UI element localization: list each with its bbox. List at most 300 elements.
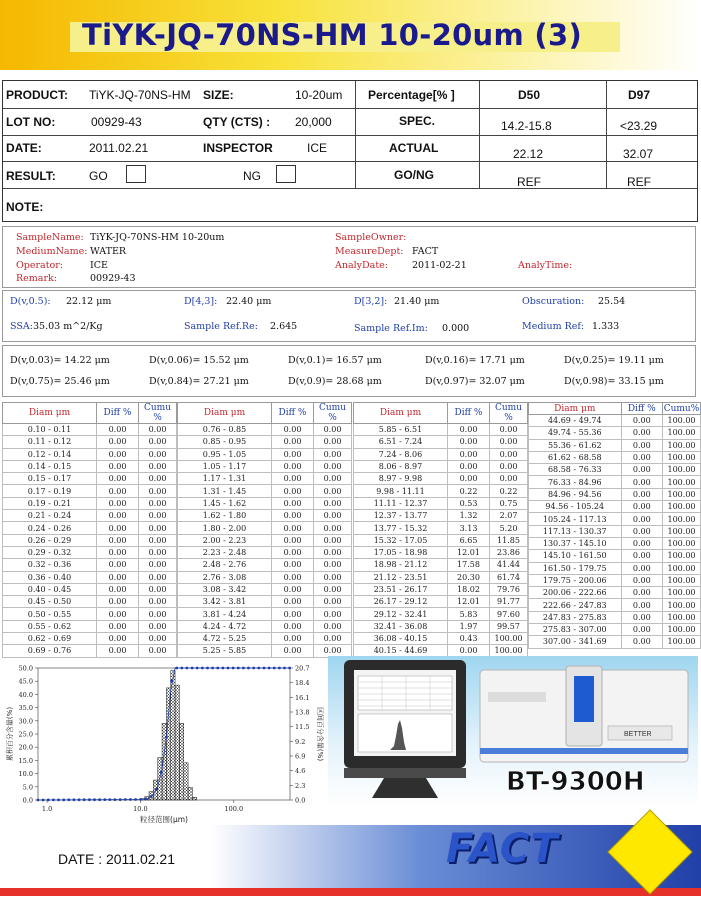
distribution-table-2 <box>177 402 352 658</box>
table-cell: 0.00 <box>97 645 139 657</box>
table-cell: 11.85 <box>490 534 528 546</box>
table-row <box>529 488 701 500</box>
table-row <box>354 424 528 436</box>
d50-header: D50 <box>518 88 541 102</box>
table-cell: 0.00 <box>272 559 314 571</box>
size-value: 10-20um <box>295 88 343 102</box>
model-label: BT-9300H <box>506 767 645 797</box>
table-cell: 0.62 - 0.69 <box>3 633 97 645</box>
table-cell: 0.00 <box>621 599 662 611</box>
x-tick-label: 1.0 <box>41 805 53 813</box>
cumulative-point <box>119 798 122 801</box>
date-label: DATE: <box>6 141 42 155</box>
table-cell: 4.72 - 5.25 <box>178 633 272 645</box>
table-cell: 0.00 <box>97 596 139 608</box>
table-cell: 0.00 <box>139 510 177 522</box>
table-cell: 0.00 <box>272 522 314 534</box>
table-cell: 100.00 <box>663 427 701 439</box>
table-cell: 0.00 <box>621 574 662 586</box>
cumulative-point <box>160 771 163 774</box>
sample-ref-im-value: 0.000 <box>442 323 470 334</box>
table-cell: 100.00 <box>663 525 701 537</box>
table-cell: 100.00 <box>663 476 701 488</box>
remark-label: Remark: <box>16 273 57 284</box>
table-cell: 0.00 <box>97 522 139 534</box>
table-cell: 0.00 <box>314 620 352 632</box>
percentile-d097: D(v,0.97)= 32.07 μm <box>425 376 525 387</box>
table-row <box>178 485 352 497</box>
table-cell: 0.00 <box>97 633 139 645</box>
cumulative-point <box>114 798 117 801</box>
monitor-chin <box>344 768 466 778</box>
table-cell: 0.00 <box>621 476 662 488</box>
table-cell: 0.26 - 0.29 <box>3 534 97 546</box>
table-row <box>178 583 352 595</box>
table-row <box>178 497 352 509</box>
table-row <box>529 415 701 427</box>
cumulative-point <box>134 798 137 801</box>
table-row <box>354 620 528 632</box>
percentage-label: Percentage[% ] <box>368 88 455 102</box>
table-cell: 0.00 <box>314 596 352 608</box>
table-cell: 0.00 <box>272 546 314 558</box>
table-cell: 0.00 <box>139 596 177 608</box>
table-cell: 0.00 <box>97 473 139 485</box>
table-cell: 26.17 - 29.12 <box>354 596 448 608</box>
table-cell: 6.65 <box>448 534 490 546</box>
instrument-illustration <box>328 656 698 806</box>
cumulative-point <box>242 667 245 670</box>
cumulative-point <box>103 798 106 801</box>
table-cell: 0.17 - 0.19 <box>3 485 97 497</box>
sample-ref-re-value: 2.645 <box>270 321 298 332</box>
column-header: Diff % <box>448 403 490 424</box>
go-ng-d50: REF <box>517 175 541 189</box>
inspector-label: INSPECTOR <box>203 141 273 155</box>
medium-name-value: WATER <box>90 246 127 257</box>
table-cell: 0.53 <box>448 497 490 509</box>
sample-ref-re-label: Sample Ref.Re: <box>184 321 258 332</box>
percentile-d09: D(v,0.9)= 28.68 μm <box>288 376 382 387</box>
table-cell: 0.00 <box>272 460 314 472</box>
y-left-tick-label: 50.0 <box>18 664 33 673</box>
table-cell: 0.69 - 0.76 <box>3 645 97 657</box>
percentile-d084: D(v,0.84)= 27.21 μm <box>149 376 249 387</box>
table-cell: 100.00 <box>663 537 701 549</box>
table-cell: 100.00 <box>663 451 701 463</box>
table-row <box>178 571 352 583</box>
column-header: Cumu % <box>139 403 177 424</box>
table-cell: 0.00 <box>314 571 352 583</box>
table-cell: 0.00 <box>490 448 528 460</box>
table-cell: 0.00 <box>621 451 662 463</box>
table-cell: 0.00 <box>314 424 352 436</box>
table-row <box>3 645 177 657</box>
table-row <box>529 525 701 537</box>
table-row <box>529 464 701 476</box>
table-cell: 99.57 <box>490 620 528 632</box>
table-cell: 0.00 <box>314 534 352 546</box>
table-row <box>354 460 528 472</box>
table-cell: 105.24 - 117.13 <box>529 513 622 525</box>
actual-label: ACTUAL <box>389 141 439 155</box>
analyzer-blue-panel <box>574 676 594 722</box>
result-label: RESULT: <box>6 169 56 183</box>
histogram-bar <box>171 671 175 800</box>
table-cell: 49.74 - 55.36 <box>529 427 622 439</box>
table-cell: 6.51 - 7.24 <box>354 436 448 448</box>
table-cell: 0.00 <box>139 620 177 632</box>
cumulative-point <box>124 798 127 801</box>
cumulative-point <box>165 736 168 739</box>
table-cell: 9.98 - 11.11 <box>354 485 448 497</box>
analy-time-label: AnalyTime: <box>518 260 573 271</box>
table-cell: 2.07 <box>490 510 528 522</box>
table-cell: 0.00 <box>448 460 490 472</box>
table-cell: 100.00 <box>663 501 701 513</box>
table-row <box>3 620 177 632</box>
table-cell: 0.00 <box>139 424 177 436</box>
table-cell: 247.83 - 275.83 <box>529 611 622 623</box>
table-cell: 0.10 - 0.11 <box>3 424 97 436</box>
table-cell: 130.37 - 145.10 <box>529 537 622 549</box>
table-cell: 0.00 <box>314 633 352 645</box>
table-row <box>354 436 528 448</box>
percentile-d025: D(v,0.25)= 19.11 μm <box>564 355 664 366</box>
table-cell: 0.00 <box>621 537 662 549</box>
table-cell: 0.00 <box>139 645 177 657</box>
table-row <box>354 583 528 595</box>
table-cell: 5.25 - 5.85 <box>178 645 272 657</box>
analyzer-label-plate <box>488 692 546 702</box>
table-row <box>354 522 528 534</box>
cumulative-point <box>206 667 209 670</box>
table-row <box>178 534 352 546</box>
table-cell: 55.36 - 61.62 <box>529 439 622 451</box>
table-row <box>3 608 177 620</box>
table-cell: 0.32 - 0.36 <box>3 559 97 571</box>
table-cell: 0.00 <box>490 436 528 448</box>
table-cell: 12.01 <box>448 546 490 558</box>
table-row <box>3 497 177 509</box>
table-cell: 12.01 <box>448 596 490 608</box>
table-row <box>529 624 701 636</box>
table-cell: 0.00 <box>272 473 314 485</box>
table-cell: 61.62 - 68.58 <box>529 451 622 463</box>
table-row <box>3 460 177 472</box>
y-left-tick-label: 5.0 <box>22 783 33 792</box>
table-cell: 0.00 <box>97 608 139 620</box>
table-cell: 0.00 <box>448 424 490 436</box>
cumulative-point <box>98 798 101 801</box>
table-cell: 100.00 <box>490 633 528 645</box>
table-cell: 97.60 <box>490 608 528 620</box>
table-cell: 0.00 <box>621 464 662 476</box>
table-cell: 0.00 <box>139 497 177 509</box>
percentiles-box <box>2 345 696 397</box>
cumulative-point <box>216 667 219 670</box>
table-row <box>3 571 177 583</box>
table-row <box>529 476 701 488</box>
table-cell: 20.30 <box>448 571 490 583</box>
cumulative-point <box>186 667 189 670</box>
table-cell: 0.00 <box>272 424 314 436</box>
table-cell: 0.00 <box>621 488 662 500</box>
table-cell: 0.00 <box>139 546 177 558</box>
table-cell: 0.00 <box>272 571 314 583</box>
table-cell: 17.05 - 18.98 <box>354 546 448 558</box>
table-cell: 0.00 <box>139 473 177 485</box>
table-cell: 76.33 - 84.96 <box>529 476 622 488</box>
table-row <box>178 608 352 620</box>
table-cell: 0.00 <box>97 485 139 497</box>
table-row <box>529 611 701 623</box>
go-checkbox[interactable] <box>126 165 146 183</box>
table-cell: 18.02 <box>448 583 490 595</box>
table-cell: 0.00 <box>272 534 314 546</box>
percentile-d006: D(v,0.06)= 15.52 μm <box>149 355 249 366</box>
table-cell: 68.58 - 76.33 <box>529 464 622 476</box>
cumulative-point <box>263 667 266 670</box>
table-cell: 100.00 <box>663 513 701 525</box>
table-cell: 0.43 <box>448 633 490 645</box>
table-cell: 0.14 - 0.15 <box>3 460 97 472</box>
table-row <box>529 439 701 451</box>
table-cell: 100.00 <box>490 645 528 657</box>
cumulative-point <box>170 680 173 683</box>
table-cell: 0.00 <box>621 636 662 648</box>
qty-value: 20,000 <box>295 115 332 129</box>
table-cell: 0.00 <box>272 596 314 608</box>
table-row <box>354 485 528 497</box>
qty-label: QTY (CTS) : <box>203 115 271 129</box>
fact-logo: FACT <box>446 826 559 872</box>
table-cell: 15.32 - 17.05 <box>354 534 448 546</box>
table-row <box>178 633 352 645</box>
cumulative-point <box>283 667 286 670</box>
table-cell: 0.00 <box>272 485 314 497</box>
table-row <box>354 633 528 645</box>
y-right-tick-label: 2.3 <box>295 781 306 790</box>
table-cell: 91.77 <box>490 596 528 608</box>
cumulative-point <box>52 799 55 802</box>
lot-no-label: LOT NO: <box>6 115 56 129</box>
y-right-tick-label: 16.1 <box>295 693 310 702</box>
table-cell: 0.00 <box>97 571 139 583</box>
table-row <box>354 559 528 571</box>
table-row <box>354 546 528 558</box>
table-cell: 0.00 <box>139 448 177 460</box>
sample-name-value: TiYK-JQ-70NS-HM 10-20um <box>90 232 225 243</box>
cumulative-point <box>237 667 240 670</box>
table-cell: 0.00 <box>314 510 352 522</box>
measure-dept-label: MeasureDept: <box>335 246 404 257</box>
table-cell: 5.20 <box>490 522 528 534</box>
table-cell: 18.98 - 21.12 <box>354 559 448 571</box>
table-row <box>178 424 352 436</box>
table-row <box>178 448 352 460</box>
table-cell: 145.10 - 161.50 <box>529 550 622 562</box>
table-cell: 222.66 - 247.83 <box>529 599 622 611</box>
product-label: PRODUCT: <box>6 88 68 102</box>
column-header: Cumu% <box>663 403 700 414</box>
table-row <box>3 510 177 522</box>
table-row <box>3 596 177 608</box>
table-cell: 23.86 <box>490 546 528 558</box>
table-row <box>529 513 701 525</box>
table-cell: 23.51 - 26.17 <box>354 583 448 595</box>
y-left-tick-label: 20.0 <box>18 743 33 752</box>
cumulative-point <box>83 798 86 801</box>
table-cell: 0.40 - 0.45 <box>3 583 97 595</box>
medium-ref-value: 1.333 <box>592 321 620 332</box>
cumulative-point <box>278 667 281 670</box>
table-row <box>529 636 701 648</box>
actual-d97: 32.07 <box>623 147 654 161</box>
table-cell: 0.00 <box>272 645 314 657</box>
y-left-tick-label: 15.0 <box>18 756 33 765</box>
table-row <box>178 522 352 534</box>
table-row <box>529 501 701 513</box>
table-cell: 2.76 - 3.08 <box>178 571 272 583</box>
table-cell: 0.00 <box>97 448 139 460</box>
screen-table <box>358 676 452 710</box>
cumulative-point <box>175 667 178 670</box>
y-right-tick-label: 4.6 <box>295 767 306 776</box>
percentile-d098: D(v,0.98)= 33.15 μm <box>564 376 664 387</box>
table-cell: 0.50 - 0.55 <box>3 608 97 620</box>
ng-label: NG <box>243 169 261 183</box>
cumulative-point <box>288 667 291 670</box>
table-row <box>3 473 177 485</box>
table-cell: 13.77 - 15.32 <box>354 522 448 534</box>
monitor-stand <box>372 778 438 798</box>
cumulative-point <box>78 798 81 801</box>
table-cell: 100.00 <box>663 636 701 648</box>
table-cell: 8.97 - 9.98 <box>354 473 448 485</box>
cumulative-point <box>88 798 91 801</box>
cumulative-point <box>93 798 96 801</box>
table-cell: 0.00 <box>97 510 139 522</box>
remark-value: 00929-43 <box>90 273 136 284</box>
table-cell: 1.17 - 1.31 <box>178 473 272 485</box>
diamond-logo-icon <box>606 808 694 896</box>
table-row <box>529 599 701 611</box>
table-cell: 100.00 <box>663 550 701 562</box>
table-cell: 2.48 - 2.76 <box>178 559 272 571</box>
table-cell: 0.00 <box>97 497 139 509</box>
table-cell: 100.00 <box>663 587 701 599</box>
table-row <box>3 534 177 546</box>
table-cell: 0.55 - 0.62 <box>3 620 97 632</box>
table-row <box>354 534 528 546</box>
spec-d97: <23.29 <box>620 119 658 133</box>
histogram-bar <box>179 723 183 800</box>
table-cell: 5.83 <box>448 608 490 620</box>
table-cell: 0.00 <box>314 559 352 571</box>
column-header: Diff % <box>621 403 662 415</box>
histogram-bar <box>192 797 196 800</box>
table-cell: 100.00 <box>663 562 701 574</box>
table-cell: 0.29 - 0.32 <box>3 546 97 558</box>
table-row <box>178 620 352 632</box>
measure-dept-value: FACT <box>412 246 439 257</box>
ng-checkbox[interactable] <box>276 165 296 183</box>
table-cell: 40.15 - 44.69 <box>354 645 448 657</box>
table-cell: 84.96 - 94.56 <box>529 488 622 500</box>
table-row <box>178 596 352 608</box>
table-cell: 0.00 <box>490 473 528 485</box>
medium-ref-label: Medium Ref: <box>522 321 585 332</box>
table-cell: 0.00 <box>314 522 352 534</box>
table-row <box>3 436 177 448</box>
table-cell: 100.00 <box>663 624 701 636</box>
table-cell: 0.24 - 0.26 <box>3 522 97 534</box>
cumulative-point <box>252 667 255 670</box>
table-cell: 0.95 - 1.05 <box>178 448 272 460</box>
cumulative-point <box>67 798 70 801</box>
y-right-tick-label: 20.7 <box>295 664 310 673</box>
table-cell: 307.00 - 341.69 <box>529 636 622 648</box>
table-cell: 94.56 - 105.24 <box>529 501 622 513</box>
table-cell: 41.44 <box>490 559 528 571</box>
y-right-tick-label: 11.5 <box>295 723 310 732</box>
dv05-value: 22.12 μm <box>66 296 112 307</box>
table-cell: 0.00 <box>314 473 352 485</box>
inspection-info-table <box>2 80 698 222</box>
histogram-bar <box>184 763 188 800</box>
table-cell: 0.00 <box>97 436 139 448</box>
footer-date: DATE : 2011.02.21 <box>58 851 175 867</box>
table-cell: 0.36 - 0.40 <box>3 571 97 583</box>
cumulative-point <box>62 799 65 802</box>
table-cell: 100.00 <box>663 488 701 500</box>
go-ng-d97: REF <box>627 175 651 189</box>
table-cell: 0.00 <box>97 583 139 595</box>
table-row <box>178 473 352 485</box>
table-cell: 11.11 - 12.37 <box>354 497 448 509</box>
table-cell: 1.80 - 2.00 <box>178 522 272 534</box>
table-cell: 0.00 <box>314 608 352 620</box>
operator-value: ICE <box>90 260 108 271</box>
cumulative-point <box>37 799 40 802</box>
table-cell: 1.05 - 1.17 <box>178 460 272 472</box>
table-cell: 0.00 <box>139 559 177 571</box>
table-cell: 0.00 <box>272 620 314 632</box>
y-left-tick-label: 30.0 <box>18 717 33 726</box>
table-cell: 0.00 <box>314 485 352 497</box>
percentile-d016: D(v,0.16)= 17.71 μm <box>425 355 525 366</box>
table-cell: 0.22 <box>490 485 528 497</box>
x-tick-label: 10.0 <box>133 805 148 813</box>
cumulative-point <box>222 667 225 670</box>
table-cell: 3.13 <box>448 522 490 534</box>
table-cell: 0.00 <box>139 436 177 448</box>
table-row <box>354 473 528 485</box>
y-left-tick-label: 35.0 <box>18 704 33 713</box>
distribution-table-4 <box>528 402 701 649</box>
product-value: TiYK-JQ-70NS-HM <box>89 88 191 102</box>
table-cell: 100.00 <box>663 599 701 611</box>
table-cell: 79.76 <box>490 583 528 595</box>
table-row <box>3 583 177 595</box>
table-cell: 0.00 <box>448 473 490 485</box>
table-cell: 0.00 <box>139 522 177 534</box>
dv05-label: D(v,0.5): <box>10 296 51 307</box>
table-cell: 0.00 <box>621 611 662 623</box>
table-cell: 100.00 <box>663 439 701 451</box>
table-cell: 0.00 <box>97 534 139 546</box>
